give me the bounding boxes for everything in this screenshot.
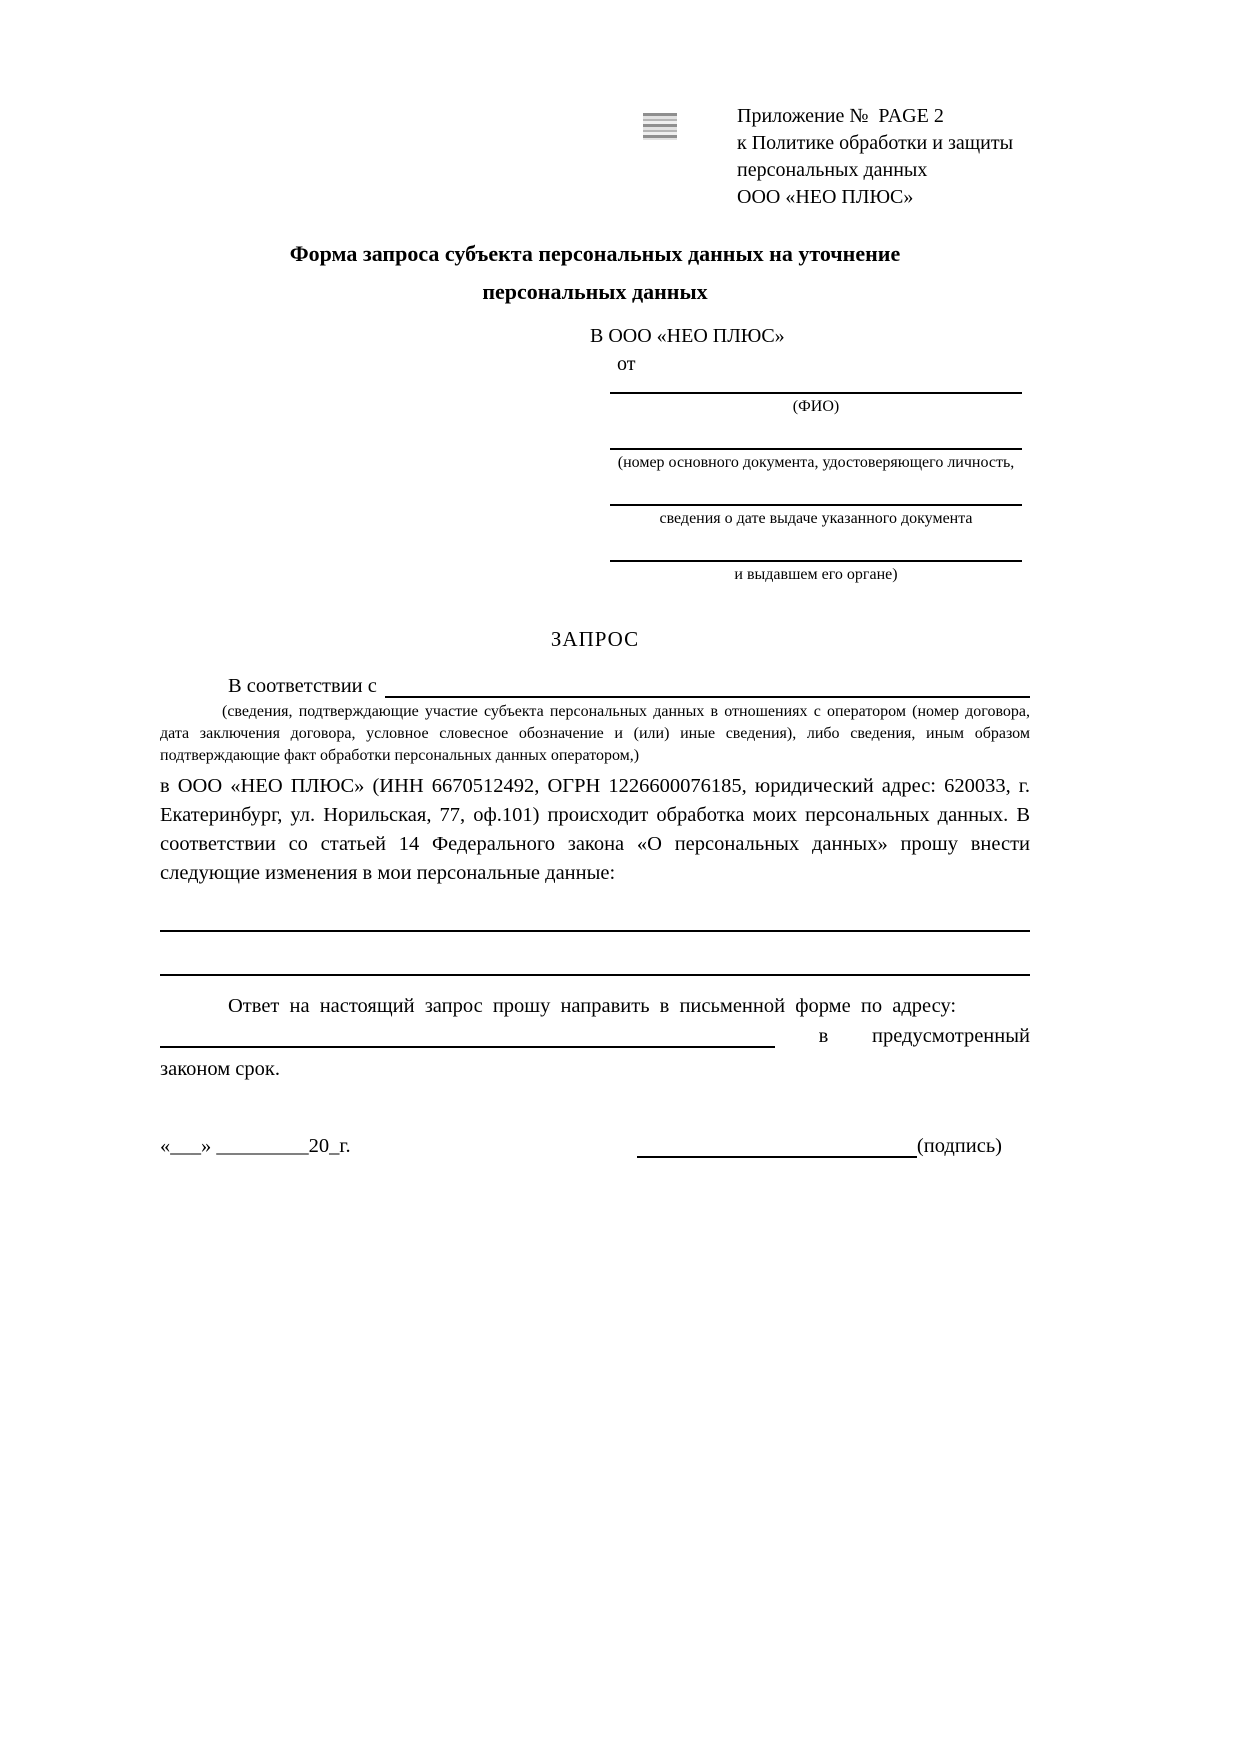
reply-sentence: Ответ на настоящий запрос прошу направить в письменной форме по адресу:	[228, 995, 957, 1017]
signature-fill-line	[637, 1132, 917, 1158]
request-heading: ЗАПРОС	[550, 627, 640, 651]
appendix-line: ООО «НЕО ПЛЮС»	[737, 186, 914, 208]
document-title	[160, 235, 1030, 311]
accordance-fill-line	[385, 672, 1030, 698]
issue-date-field	[610, 488, 1022, 529]
issue-date-fill-line	[610, 488, 1022, 506]
fio-field-caption: (ФИО)	[792, 398, 840, 415]
addressee-to: В ООО «НЕО ПЛЮС»	[590, 325, 785, 347]
issue-date-caption: сведения о дате выдаче указанного документа	[659, 510, 973, 527]
reply-address-line	[160, 1022, 1030, 1048]
address-fill-line	[160, 1022, 775, 1048]
date-line: «___» _________20_г.	[160, 1135, 351, 1157]
date-signature-row	[160, 1132, 1030, 1158]
appendix-block	[737, 103, 1013, 211]
accordance-line	[160, 672, 1030, 698]
document-content	[160, 0, 1030, 1158]
signature-group	[637, 1132, 1002, 1158]
reply-tail-line2: законом срок.	[160, 1058, 280, 1080]
reply-tail-word: предусмотренный	[871, 1025, 1030, 1047]
reply-tail-word: в	[818, 1025, 829, 1047]
appendix-line: к Политике обработки и защиты	[737, 132, 1014, 154]
changes-fill-line-1	[160, 888, 1030, 932]
document-number-field	[610, 432, 1022, 473]
document-number-fill-line	[610, 432, 1022, 450]
issuing-authority-fill-line	[610, 544, 1022, 562]
changes-fill-line-2	[160, 932, 1030, 976]
appendix-line: персональных данных	[737, 159, 928, 181]
broken-embedded-image-icon	[643, 113, 677, 140]
body-paragraph: в ООО «НЕО ПЛЮС» (ИНН 6670512492, ОГРН 1226600076185, юридический адрес: 620033, г. Екатеринбург, ул. Норильская, 77, оф.101) происходит обработка моих персональных данных. В соответствии со статьей 14 Федерального закона «О персональных данных» прошу внести следующие изменения в мои персональные данные:	[160, 775, 1030, 884]
document-title-line: персональных данных	[482, 279, 708, 304]
issuing-authority-caption: и выдавшем его органе)	[734, 566, 898, 583]
document-title-line: Форма запроса субъекта персональных данных на уточнение	[289, 241, 901, 266]
addressee-from-label: от	[617, 353, 636, 375]
issuing-authority-field	[610, 544, 1022, 585]
document-number-caption: (номер основного документа, удостоверяющего личность,	[617, 454, 1015, 471]
signature-caption: (подпись)	[916, 1135, 1002, 1157]
document-header	[160, 103, 1030, 211]
accordance-prefix: В соответствии с	[228, 675, 377, 697]
fine-print-note: (сведения, подтверждающие участие субъекта персональных данных в отношениях с оператором (номер договора, дата заключения договора, условное словесное обозначение и (или) иные сведения), либо сведения, иным образом подтверждающие факт обработки персональных данных оператором,)	[160, 703, 1030, 764]
fio-field	[610, 376, 1022, 417]
fio-fill-line	[610, 376, 1022, 394]
addressee-block	[160, 325, 1030, 585]
appendix-line: Приложение № PAGE 2	[737, 105, 944, 127]
addressee-fields	[610, 376, 1022, 585]
